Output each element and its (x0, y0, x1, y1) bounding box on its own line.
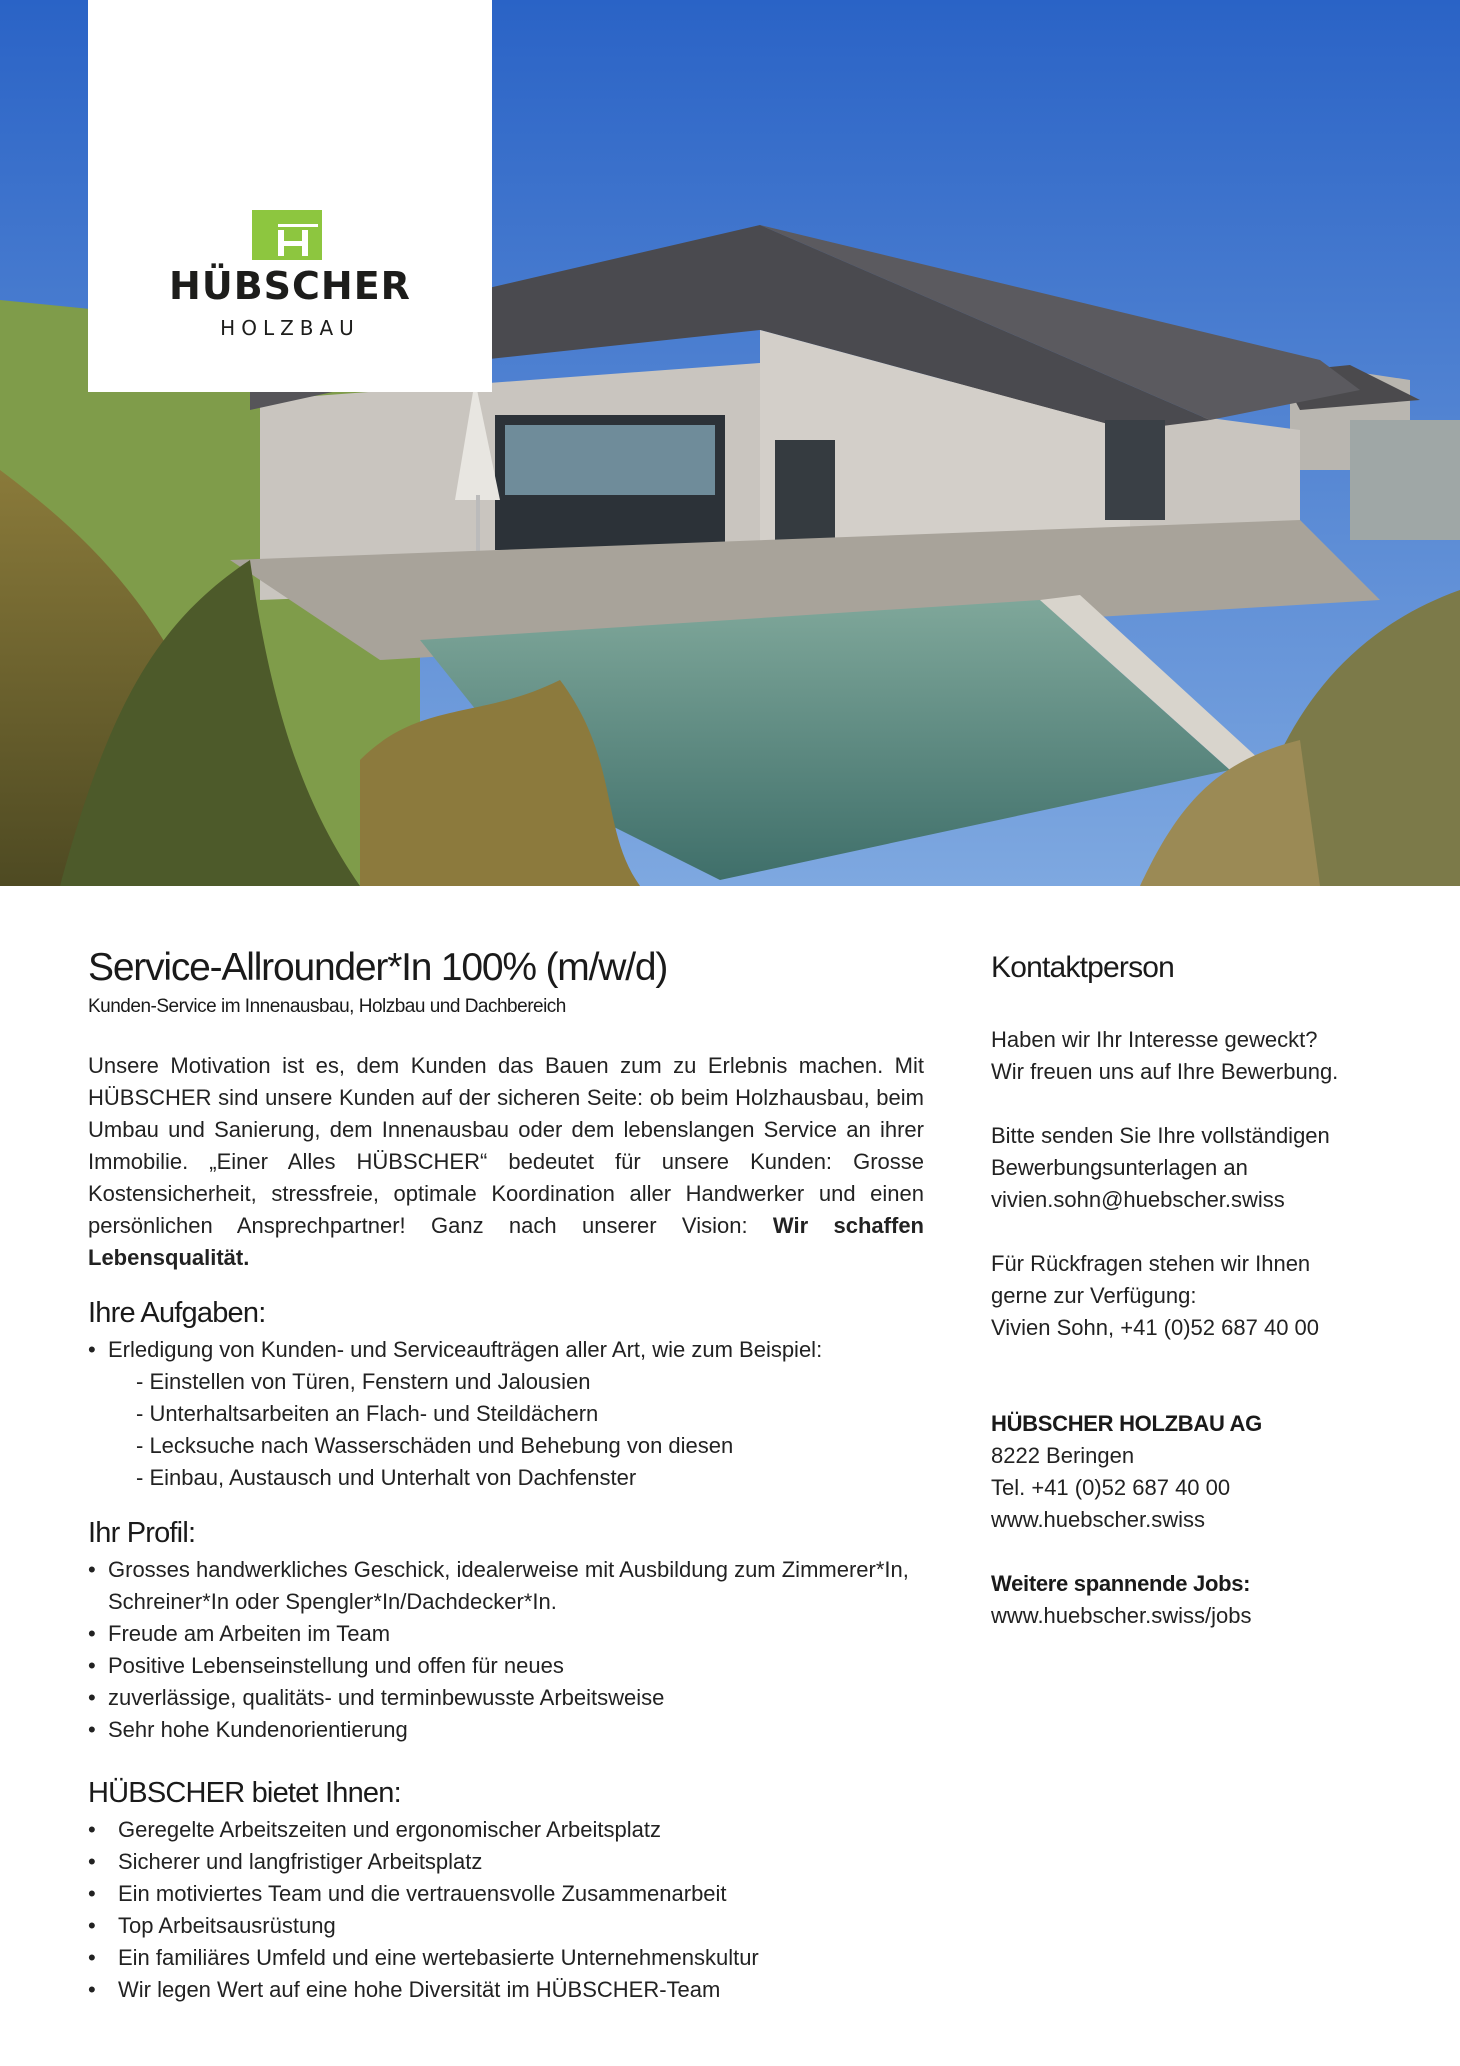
job-subtitle: Kunden-Service im Innenausbau, Holzbau und Dachbereich (88, 996, 566, 1017)
list-item (88, 1334, 924, 1494)
interest-line-1: Haben wir Ihr Interesse geweckt? (991, 1027, 1318, 1052)
tasks-list (88, 1334, 924, 1494)
list-item: - Einbau, Austausch und Unterhalt von Dachfenster (136, 1465, 637, 1490)
intro-paragraph (88, 1050, 924, 1274)
send-line-1: Bitte senden Sie Ihre vollständigen (991, 1123, 1330, 1148)
list-item: • Positive Lebenseinstellung und offen für neues (88, 1650, 924, 1682)
list-item: - Einstellen von Türen, Fenstern und Jalousien (136, 1369, 591, 1394)
company-website-link[interactable]: www.huebscher.swiss (991, 1507, 1205, 1532)
job-title: Service-Allrounder*In 100% (m/w/d) (88, 946, 668, 989)
list-item: • Freude am Arbeiten im Team (88, 1618, 924, 1650)
list-item: • Ein familiäres Umfeld und eine wertebasierte Unternehmenskultur (88, 1942, 924, 1974)
company-name: HÜBSCHER HOLZBAU AG (991, 1411, 1262, 1436)
list-item: • Wir legen Wert auf eine hohe Diversität im HÜBSCHER-Team (88, 1974, 924, 2006)
list-item: • Top Arbeitsausrüstung (88, 1910, 924, 1942)
tasks-sublist (108, 1366, 924, 1494)
tasks-heading: Ihre Aufgaben: (88, 1297, 266, 1329)
company-phone: Tel. +41 (0)52 687 40 00 (991, 1475, 1231, 1500)
offer-list (88, 1814, 924, 2006)
huebscher-logo-icon (252, 210, 322, 260)
logo-subline: HOLZBAU (220, 316, 360, 340)
logo-panel (88, 0, 492, 392)
list-item: • zuverlässige, qualitäts- und terminbewusste Arbeitsweise (88, 1682, 924, 1714)
contact-person: Vivien Sohn, +41 (0)52 687 40 00 (991, 1315, 1320, 1340)
list-item: • Sehr hohe Kundenorientierung (88, 1714, 924, 1746)
intro-vision: Wir schaffen Lebensqualität. (88, 1213, 924, 1270)
company-city: 8222 Beringen (991, 1443, 1135, 1468)
questions-line-2: gerne zur Verfügung: (991, 1283, 1197, 1308)
contact-heading: Kontaktperson (991, 951, 1175, 984)
list-item: - Unterhaltsarbeiten an Flach- und Steildächern (136, 1401, 599, 1426)
questions-line-1: Für Rückfragen stehen wir Ihnen (991, 1251, 1311, 1276)
send-line-2: Bewerbungsunterlagen an (991, 1155, 1248, 1180)
list-item: • Geregelte Arbeitszeiten und ergonomischer Arbeitsplatz (88, 1814, 924, 1846)
intro-text: Unsere Motivation ist es, dem Kunden das Bauen zum zu Erlebnis machen. Mit HÜBSCHER sind unsere Kunden auf der sicheren Seite: ob beim Holzhausbau, beim Umbau und Sanierung, dem Innenausbau oder dem lebenslangen Service an ihrer Immobilie. „Einer Alles HÜBSCHER“ bedeutet für unsere Kunden: Grosse Kostensicherheit, stressfreie, optimale Koordination aller Handwerker und einen persönlichen Ansprechpartner! Ganz nach unserer Vision: (88, 1053, 924, 1238)
offer-heading: HÜBSCHER bietet Ihnen: (88, 1777, 401, 1809)
more-jobs-label: Weitere spannende Jobs: (991, 1571, 1251, 1596)
interest-line-2: Wir freuen uns auf Ihre Bewerbung. (991, 1059, 1339, 1084)
list-item: - Lecksuche nach Wasserschäden und Behebung von diesen (136, 1433, 734, 1458)
logo-wordmark: HÜBSCHER (169, 264, 411, 308)
hero-photo (0, 0, 1460, 886)
list-item: • Ein motiviertes Team und die vertrauensvolle Zusammenarbeit (88, 1878, 924, 1910)
job-description (88, 944, 924, 2006)
list-item: • Grosses handwerkliches Geschick, idealerweise mit Ausbildung zum Zimmerer*In, Schreiner*In oder Spengler*In/Dachdecker*In. (88, 1554, 924, 1618)
profile-list (88, 1554, 924, 1746)
tasks-lead: Erledigung von Kunden- und Serviceaufträgen aller Art, wie zum Beispiel: (108, 1337, 823, 1362)
contact-column (991, 948, 1411, 1632)
profile-heading: Ihr Profil: (88, 1517, 196, 1549)
contact-email-link[interactable]: vivien.sohn@huebscher.swiss (991, 1187, 1285, 1212)
list-item: • Sicherer und langfristiger Arbeitsplatz (88, 1846, 924, 1878)
jobs-link[interactable]: www.huebscher.swiss/jobs (991, 1603, 1252, 1628)
